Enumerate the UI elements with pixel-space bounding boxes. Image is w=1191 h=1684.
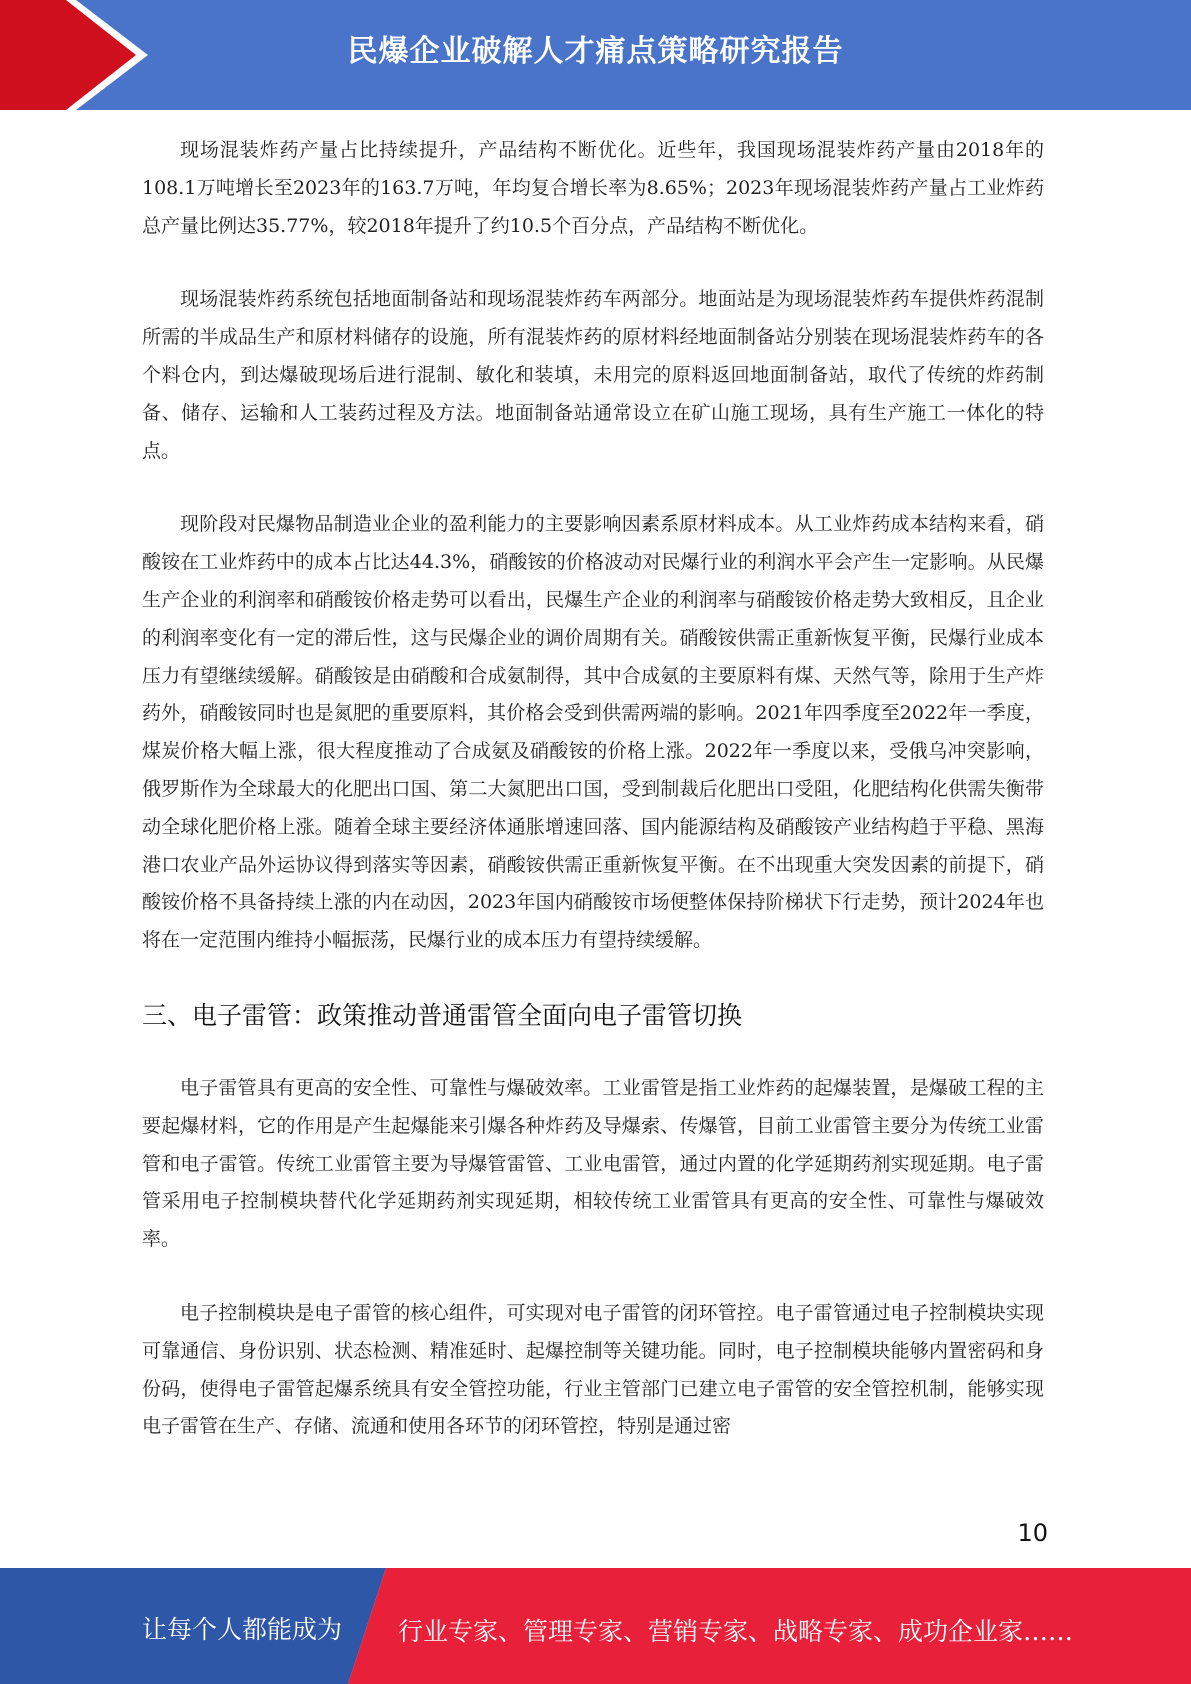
paragraph-electronic-control-module: 电子控制模块是电子雷管的核心组件，可实现对电子雷管的闭环管控。电子雷管通过电子控制模块实现可靠通信、身份识别、状态检测、精准延时、起爆控制等关键功能。同时，电子控制模块能够内置密码和身份码，使得电子雷管起爆系统具有安全管控功能，行业主管部门已建立电子雷管的安全管控机制，能够实现电子雷管在生产、存储、流通和使用各环节的闭环管控，特别是通过密 (142, 1301, 1044, 1438)
report-title: 民爆企业破解人才痛点策略研究报告 (347, 34, 844, 69)
paragraph-mixed-explosives-share: 现场混装炸药产量占比持续提升，产品结构不断优化。近些年，我国现场混装炸药产量由2018年的108.1万吨增长至2023年的163.7万吨，年均复合增长率为8.65%；2023年现场混装炸药产量占工业炸药总产量比例达35.77%，较2018年提升了约10.5个百分点，产品结构不断优化。 (142, 139, 1044, 237)
paragraph-electronic-detonator-safety: 电子雷管具有更高的安全性、可靠性与爆破效率。工业雷管是指工业炸药的起爆装置，是爆破工程的主要起爆材料，它的作用是产生起爆能来引爆各种炸药及导爆索、传爆管，目前工业雷管主要分为传统工业雷管和电子雷管。传统工业雷管主要为导爆管雷管、工业电雷管，通过内置的化学延期药剂实现延期。电子雷管采用电子控制模块替代化学延期药剂实现延期，相较传统工业雷管具有更高的安全性、可靠性与爆破效率。 (142, 1076, 1044, 1251)
paragraph-raw-material-cost: 现阶段对民爆物品制造业企业的盈利能力的主要影响因素系原材料成本。从工业炸药成本结构来看，硝酸铵在工业炸药中的成本占比达44.3%，硝酸铵的价格波动对民爆行业的利润水平会产生一定影响。从民爆生产企业的利润率和硝酸铵价格走势可以看出，民爆生产企业的利润率与硝酸铵价格走势大致相反，且企业的利润率变化有一定的滞后性，这与民爆企业的调价周期有关。硝酸铵供需正重新恢复平衡，民爆行业成本压力有望继续缓解。硝酸铵是由硝酸和合成氨制得，其中合成氨的主要原料有煤、天然气等，除用于生产炸药外，硝酸铵同时也是氮肥的重要原料，其价格会受到供需两端的影响。2021年四季度至2022年一季度，煤炭价格大幅上涨，很大程度推动了合成氨及硝酸铵的价格上涨。2022年一季度以来，受俄乌冲突影响，俄罗斯作为全球最大的化肥出口国、第二大氮肥出口国，受到制裁后化肥出口受阻，化肥结构化供需失衡带动全球化肥价格上涨。随着全球主要经济体通胀增速回落、国内能源结构及硝酸铵产业结构趋于平稳、黑海港口农业产品外运协议得到落实等因素，硝酸铵供需正重新恢复平衡。在不出现重大突发因素的前提下，硝酸铵价格不具备持续上涨的内在动因，2023年国内硝酸铵市场便整体保持阶梯状下行走势，预计2024年也将在一定范围内维持小幅振荡，民爆行业的成本压力有望持续缓解。 (142, 513, 1044, 952)
page-footer (0, 1568, 1191, 1684)
section-heading: 三、电子雷管：政策推动普通雷管全面向电子雷管切换 (142, 1000, 743, 1030)
paragraph-mixed-explosives-system: 现场混装炸药系统包括地面制备站和现场混装炸药车两部分。地面站是为现场混装炸药车提供炸药混制所需的半成品生产和原材料储存的设施，所有混装炸药的原材料经地面制备站分别装在现场混装炸药车的各个料仓内，到达爆破现场后进行混制、敏化和装填，未用完的原料返回地面制备站，取代了传统的炸药制备、储存、运输和人工装药过程及方法。地面制备站通常设立在矿山施工现场，具有生产施工一体化的特点。 (142, 288, 1044, 462)
page-header (0, 0, 1191, 110)
footer-slogan-left: 让每个人都能成为 (142, 1615, 343, 1644)
page-number: 10 (1017, 1519, 1048, 1547)
footer-slogan-right: 行业专家、管理专家、营销专家、战略专家、成功企业家…… (398, 1617, 1074, 1646)
main-content (142, 132, 1044, 1482)
